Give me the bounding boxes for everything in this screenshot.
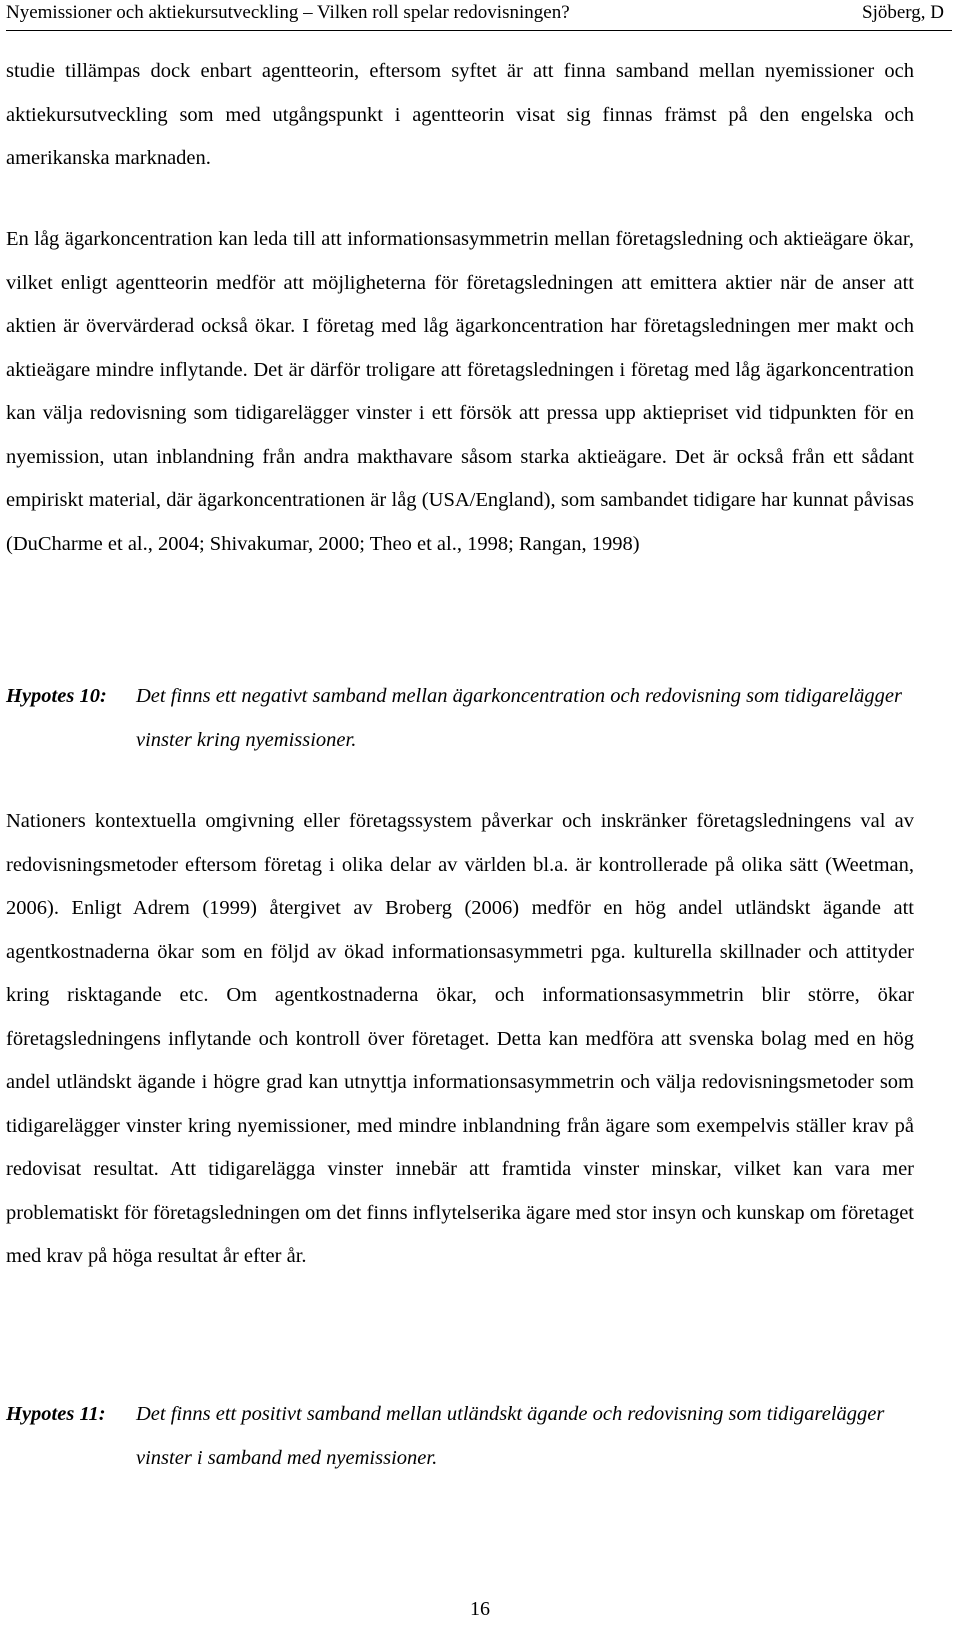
body-paragraph-3: Nationers kontextuella omgivning eller företagssystem påverkar och inskränker företagsledningens val av redovisningsmetoder eftersom företag i olika delar av världen bl.a. är kontrollerade på olika sätt (Weetman, 2006). Enligt Adrem (1999) återgivet av Broberg (2006) medför en hög andel utländskt ägande att agentkostnaderna ökar som en följd av ökad informationsasymmetri pga. kulturella skillnader och attityder kring risktagande etc. Om agentkostnaderna ökar, och informationsasymmetrin blir större, ökar företagsledningens inflytande och kontroll över företaget. Detta kan medföra att svenska bolag med en hög andel utländskt ägande i högre grad kan utnyttja informationsasymmetrin och välja redovisningsmetoder som tidigarelägger vinster kring nyemissioner, med mindre inblandning från ägare som exempelvis ställer krav på redovisat resultat. Att tidigarelägga vinster innebär att framtida vinster minskar, vilket kan vara mer problematiskt för företagsledningen om det finns inflytelserika ägare med stor insyn och kunskap om företaget med krav på höga resultat år efter år.	[6, 810, 914, 1267]
page-number: 16	[470, 1598, 490, 1620]
header-author: Sjöberg, D	[862, 2, 944, 23]
hypothesis-text: Det finns ett negativt samband mellan ägarkoncentration och redovisning som tidigarelägger vinster kring nyemissioner.	[136, 685, 902, 751]
hypothesis-label: Hypotes 11:	[6, 1403, 106, 1425]
header-title: Nyemissioner och aktiekursutveckling – Vilken roll spelar redovisningen?	[6, 2, 570, 23]
body-paragraph-1: studie tillämpas dock enbart agentteorin, eftersom syftet är att finna samband mellan nyemissioner och aktiekursutveckling som med utgångspunkt i agentteorin visat sig finnas främst på den engelska och amerikanska marknaden.	[6, 60, 914, 169]
running-header	[6, 0, 952, 31]
hypothesis-text: Det finns ett positivt samband mellan utländskt ägande och redovisning som tidigarelägger vinster i samband med nyemissioner.	[136, 1403, 885, 1469]
hypothesis-10	[6, 675, 936, 762]
body-paragraph-2: En låg ägarkoncentration kan leda till att informationsasymmetrin mellan företagsledning och aktieägare ökar, vilket enligt agentteorin medför att möjligheterna för företagsledningen att emittera aktier när de anser att aktien är övervärderad också ökar. I företag med låg ägarkoncentration har företagsledningen mer makt och aktieägare mindre inflytande. Det är därför troligare att företagsledningen i företag med låg ägarkoncentration kan välja redovisning som tidigarelägger vinster i ett försök att pressa upp aktiepriset vid tidpunkten för en nyemission, utan inblandning från andra makthavare såsom starka aktieägare. Det är också från ett sådant empiriskt material, där ägarkoncentrationen är låg (USA/England), som sambandet tidigare har kunnat påvisas (DuCharme et al., 2004; Shivakumar, 2000; Theo et al., 1998; Rangan, 1998)	[6, 228, 914, 555]
hypothesis-11	[6, 1393, 936, 1480]
hypothesis-label: Hypotes 10:	[6, 685, 107, 707]
